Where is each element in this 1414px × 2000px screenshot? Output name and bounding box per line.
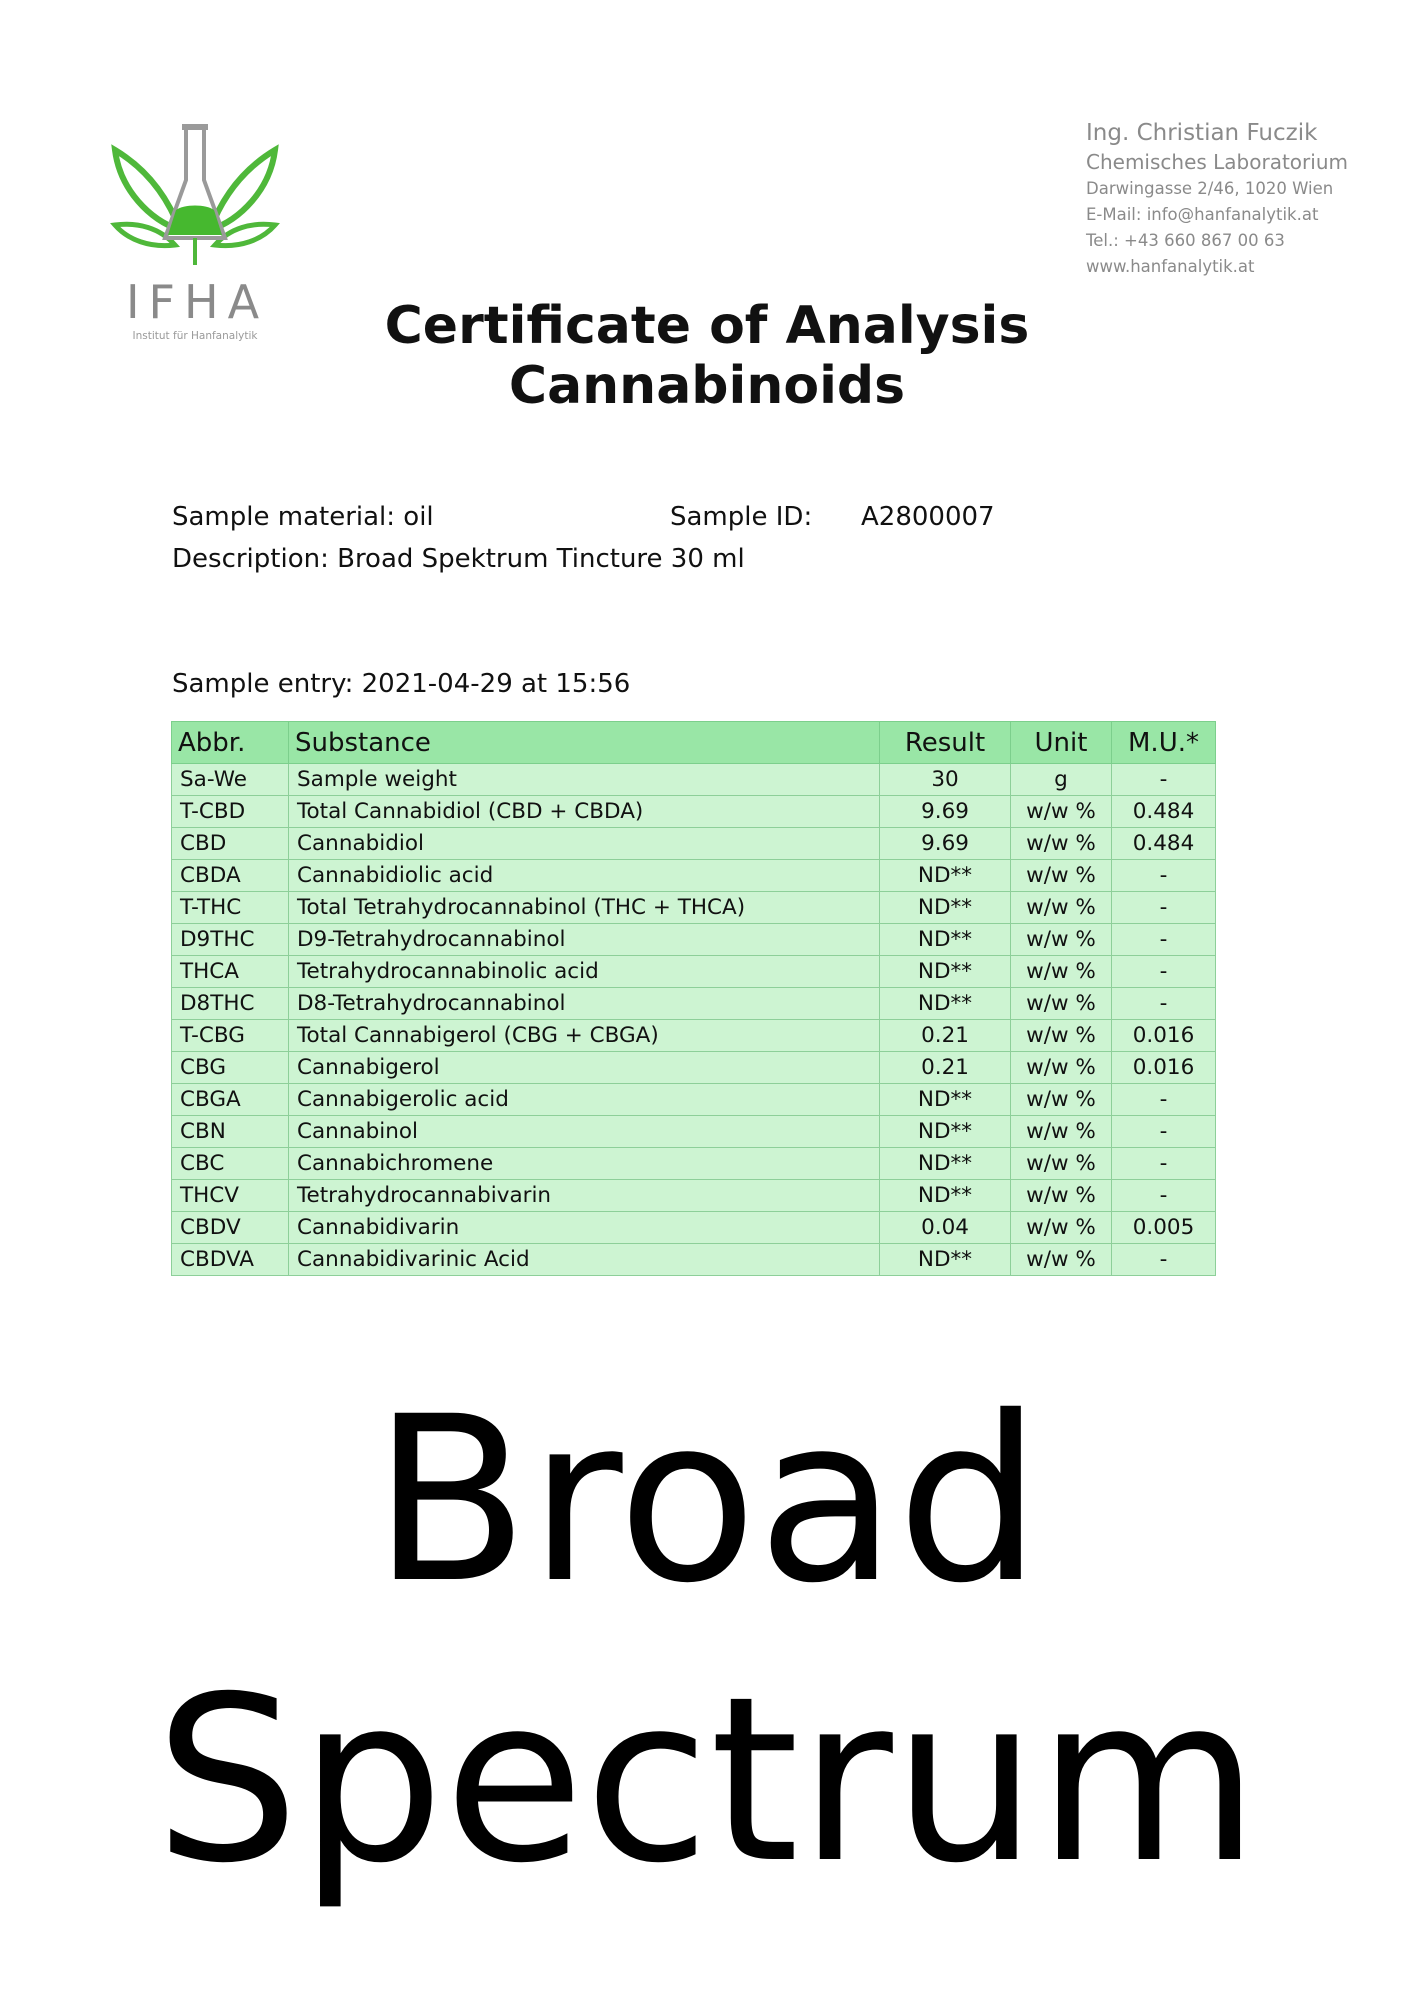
lab-contact-block — [1086, 118, 1348, 280]
cell-result: ND** — [880, 1180, 1011, 1212]
cell-unit: w/w % — [1011, 1212, 1112, 1244]
table-row — [172, 1052, 1216, 1084]
table-row — [172, 860, 1216, 892]
cell-unit: w/w % — [1011, 1244, 1112, 1276]
cell-unit: w/w % — [1011, 860, 1112, 892]
cell-result: ND** — [880, 988, 1011, 1020]
lab-email: E-Mail: info@hanfanalytik.at — [1086, 205, 1319, 224]
cell-unit: w/w % — [1011, 956, 1112, 988]
cell-unit: w/w % — [1011, 1180, 1112, 1212]
table-row — [172, 796, 1216, 828]
cell-substance: Cannabidivarinic Acid — [289, 1244, 880, 1276]
cell-substance: D8-Tetrahydrocannabinol — [289, 988, 880, 1020]
cell-result: 30 — [880, 764, 1011, 796]
header-unit: Unit — [1011, 722, 1112, 764]
cell-abbr: T-CBD — [172, 796, 289, 828]
sample-description: Description: Broad Spektrum Tincture 30 ml — [172, 544, 745, 574]
cell-substance: D9-Tetrahydrocannabinol — [289, 924, 880, 956]
table-row — [172, 956, 1216, 988]
cell-unit: w/w % — [1011, 1084, 1112, 1116]
lab-subtitle: Chemisches Laboratorium — [1086, 150, 1348, 174]
table-row — [172, 764, 1216, 796]
cell-result: ND** — [880, 956, 1011, 988]
lab-phone: Tel.: +43 660 867 00 63 — [1086, 231, 1285, 250]
logo-subtitle: Institut für Hanfanalytik — [132, 330, 258, 342]
cell-mu: - — [1112, 1116, 1216, 1148]
sample-material: Sample material: oil — [172, 502, 434, 532]
overlay-line-2: Spectrum — [154, 1647, 1260, 1913]
cell-abbr: CBN — [172, 1116, 289, 1148]
cell-mu: 0.016 — [1112, 1052, 1216, 1084]
cell-substance: Total Tetrahydrocannabinol (THC + THCA) — [289, 892, 880, 924]
cell-substance: Tetrahydrocannabinolic acid — [289, 956, 880, 988]
sample-id-label: Sample ID: — [670, 502, 813, 532]
cell-unit: w/w % — [1011, 1148, 1112, 1180]
cell-substance: Cannabinol — [289, 1116, 880, 1148]
cell-mu: 0.484 — [1112, 828, 1216, 860]
cell-mu: - — [1112, 860, 1216, 892]
title-line-1: Certificate of Analysis — [384, 296, 1030, 356]
logo-name: IFHA — [125, 275, 269, 329]
cell-substance: Total Cannabigerol (CBG + CBGA) — [289, 1020, 880, 1052]
cell-mu: - — [1112, 924, 1216, 956]
cell-mu: - — [1112, 1084, 1216, 1116]
table-row — [172, 924, 1216, 956]
cell-substance: Cannabidiolic acid — [289, 860, 880, 892]
cell-abbr: D9THC — [172, 924, 289, 956]
cell-mu: 0.484 — [1112, 796, 1216, 828]
sample-entry: Sample entry: 2021-04-29 at 15:56 — [172, 669, 631, 699]
cell-substance: Cannabigerolic acid — [289, 1084, 880, 1116]
cell-substance: Cannabidivarin — [289, 1212, 880, 1244]
cell-result: 0.04 — [880, 1212, 1011, 1244]
results-table — [171, 721, 1216, 1276]
overlay-line-1: Broad — [372, 1367, 1042, 1633]
cell-mu: - — [1112, 764, 1216, 796]
cell-abbr: CBC — [172, 1148, 289, 1180]
cell-abbr: CBDA — [172, 860, 289, 892]
cell-mu: 0.016 — [1112, 1020, 1216, 1052]
cell-abbr: CBG — [172, 1052, 289, 1084]
cell-abbr: CBDV — [172, 1212, 289, 1244]
table-row — [172, 828, 1216, 860]
table-row — [172, 1020, 1216, 1052]
document-title — [0, 296, 1414, 416]
cell-abbr: THCV — [172, 1180, 289, 1212]
header-result: Result — [880, 722, 1011, 764]
cell-result: ND** — [880, 924, 1011, 956]
cell-mu: - — [1112, 956, 1216, 988]
cell-abbr: Sa-We — [172, 764, 289, 796]
cell-result: ND** — [880, 892, 1011, 924]
cell-mu: - — [1112, 1244, 1216, 1276]
cell-unit: g — [1011, 764, 1112, 796]
cell-unit: w/w % — [1011, 828, 1112, 860]
cell-substance: Sample weight — [289, 764, 880, 796]
cannabis-flask-icon — [110, 120, 280, 270]
cell-mu: - — [1112, 892, 1216, 924]
cell-result: ND** — [880, 1116, 1011, 1148]
header-abbr: Abbr. — [172, 722, 289, 764]
table-row — [172, 988, 1216, 1020]
lab-address: Darwingasse 2/46, 1020 Wien — [1086, 179, 1334, 198]
table-row — [172, 1244, 1216, 1276]
lab-name: Ing. Christian Fuczik — [1086, 120, 1318, 146]
cell-result: ND** — [880, 1244, 1011, 1276]
cell-substance: Cannabichromene — [289, 1148, 880, 1180]
cell-abbr: CBDVA — [172, 1244, 289, 1276]
cell-unit: w/w % — [1011, 1116, 1112, 1148]
cell-substance: Cannabidiol — [289, 828, 880, 860]
cell-unit: w/w % — [1011, 988, 1112, 1020]
cell-unit: w/w % — [1011, 892, 1112, 924]
cell-abbr: CBD — [172, 828, 289, 860]
header-mu: M.U.* — [1112, 722, 1216, 764]
cell-mu: - — [1112, 988, 1216, 1020]
cell-substance: Total Cannabidiol (CBD + CBDA) — [289, 796, 880, 828]
table-row — [172, 1212, 1216, 1244]
cell-abbr: T-THC — [172, 892, 289, 924]
cell-substance: Tetrahydrocannabivarin — [289, 1180, 880, 1212]
cell-substance: Cannabigerol — [289, 1052, 880, 1084]
table-row — [172, 1084, 1216, 1116]
cell-unit: w/w % — [1011, 924, 1112, 956]
cell-mu: - — [1112, 1148, 1216, 1180]
cell-unit: w/w % — [1011, 1052, 1112, 1084]
table-header-row — [172, 722, 1216, 764]
cell-result: 9.69 — [880, 828, 1011, 860]
lab-website: www.hanfanalytik.at — [1086, 257, 1255, 276]
table-row — [172, 1116, 1216, 1148]
cell-result: 9.69 — [880, 796, 1011, 828]
cell-abbr: D8THC — [172, 988, 289, 1020]
table-row — [172, 892, 1216, 924]
cell-abbr: T-CBG — [172, 1020, 289, 1052]
cell-mu: - — [1112, 1180, 1216, 1212]
cell-result: 0.21 — [880, 1052, 1011, 1084]
table-row — [172, 1180, 1216, 1212]
sample-id-value: A2800007 — [861, 502, 995, 532]
cell-unit: w/w % — [1011, 796, 1112, 828]
cell-unit: w/w % — [1011, 1020, 1112, 1052]
header-substance: Substance — [289, 722, 880, 764]
cell-abbr: CBGA — [172, 1084, 289, 1116]
cell-abbr: THCA — [172, 956, 289, 988]
cell-result: ND** — [880, 1084, 1011, 1116]
cell-mu: 0.005 — [1112, 1212, 1216, 1244]
table-row — [172, 1148, 1216, 1180]
cell-result: ND** — [880, 860, 1011, 892]
cell-result: ND** — [880, 1148, 1011, 1180]
cell-result: 0.21 — [880, 1020, 1011, 1052]
title-line-2: Cannabinoids — [508, 356, 906, 416]
